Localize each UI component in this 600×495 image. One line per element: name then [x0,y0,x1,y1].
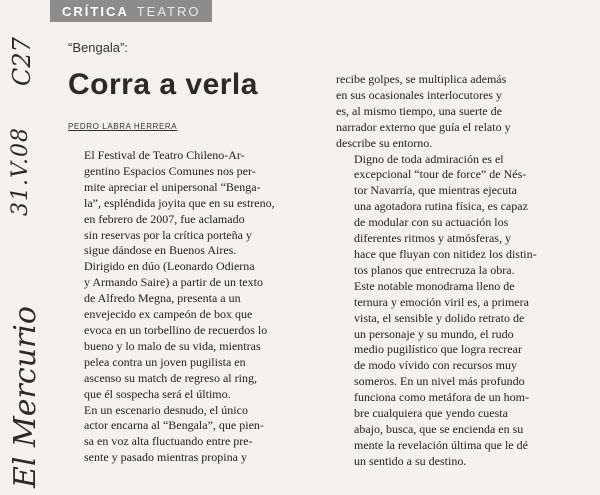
text-line: recibe golpes, se multiplica además [336,72,507,86]
text-line: ternura y emoción viril es, a primera [354,294,529,309]
text-line: en febrero de 2007, fue aclamado [84,211,245,226]
text-line: Este notable monodrama lleno de [354,278,515,293]
article-kicker: “Bengala”: [68,40,128,55]
text-line: sin reservas por la crítica porteña y [84,227,252,242]
text-line: tor Navarría, que mientras ejecuta [354,183,517,198]
section-name: CRÍTICA [62,3,129,19]
text-line: es, al mismo tiempo, una suerte de [336,103,502,118]
text-line: Digno de toda admiración es el [354,151,504,166]
text-line: envejecido ex campeón de box que [84,307,253,322]
section-subname: TEATRO [136,3,201,19]
paragraph [336,72,582,152]
text-line: bre cualquiera que yendo cuesta [354,406,508,421]
text-line: funciona como metáfora de un hom- [354,390,529,405]
text-line: evoca en un torbellino de recuerdos lo [84,322,268,337]
paragraph [336,279,582,470]
text-line: sigue dándose en Buenos Aires. [84,243,237,258]
text-line: bueno y lo malo de su vida, mientras [84,338,261,353]
text-line: excepcional “tour de force” de Nés- [354,167,527,182]
text-line: someros. En un nivel más profundo [354,374,525,389]
text-line: describe su entorno. [336,135,433,150]
article-byline: PEDRO LABRA HERRERA [68,122,178,131]
article-column-1 [66,148,316,466]
text-line: narrador externo que guía el relato y [336,119,511,134]
paragraph [66,403,316,467]
text-line: mite apreciar el unipersonal “Benga- [84,179,261,194]
paragraph [66,259,316,402]
text-line: un sentido a su destino. [354,453,467,468]
paragraph [336,152,582,279]
text-line: En un escenario desnudo, el único [84,402,248,417]
text-line: Dirigido en dúo (Leonardo Odierna [84,259,255,274]
text-line: gentino Espacios Comunes nos per- [84,163,256,178]
text-line: en sus ocasionales interlocutores y [336,87,502,102]
handwritten-date: 31.V.08 [8,126,33,216]
text-line: El Festival de Teatro Chileno-Ar- [84,148,245,162]
text-line: mente la revelación última que le dé [354,437,528,452]
text-line: de modo vívido con recursos muy [354,358,517,373]
text-line: de Alfredo Megna, presenta a un [84,291,241,306]
text-line: un personaje y su mundo, el rudo [354,326,514,341]
text-line: hace que fluyan con nitidez los distin- [354,246,537,261]
text-line: que él sospecha será el último. [84,386,231,401]
text-line: ascenso su match de regreso al ring, [84,370,257,385]
text-line: abajo, busca, que se encienda en su [354,421,524,436]
text-line: sente y pasado mientras propina y [84,450,247,465]
text-line: medio pugilístico que logra recrear [354,342,522,357]
handwritten-annotations [0,18,46,495]
text-line: diferentes ritmos y atmósferas, y [354,231,511,246]
section-header [50,0,212,22]
handwritten-newspaper: El Mercurio [8,306,43,488]
text-line: vista, el sensible y dolido retrato de [354,310,525,325]
text-line: la”, espléndida joyita que en su estreno, [84,195,275,210]
text-line: pelea contra un joven pugilista en [84,354,246,369]
article-headline: Corra a verla [68,68,258,101]
text-line: una agotadora rutina física, es capaz [354,199,528,214]
text-line: sa en voz alta fluctuando entre pre- [84,434,253,449]
text-line: tos planos que entrecruza la obra. [354,262,515,277]
handwritten-code: C27 [8,37,36,86]
article-column-2 [336,72,582,470]
text-line: actor encarna al “Bengala”, que pien- [84,418,264,433]
paragraph [66,148,316,259]
text-line: de modular con su actuación los [354,215,509,230]
text-line: y Armando Saire) a partir de un texto [84,275,263,290]
